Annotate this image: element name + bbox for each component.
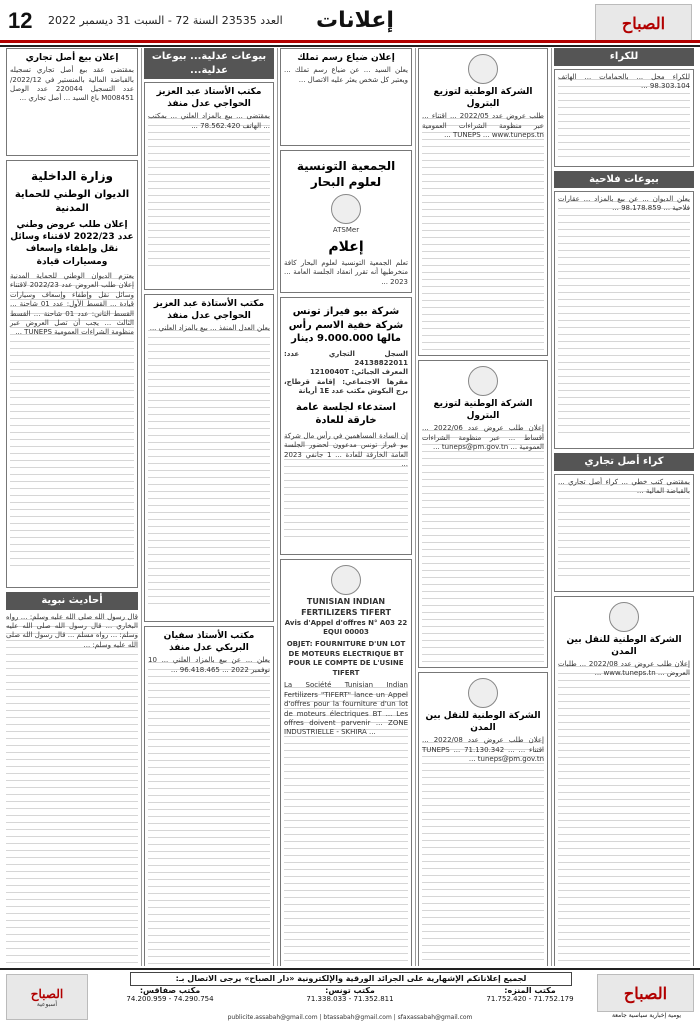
ad-transport-1 bbox=[418, 672, 548, 966]
ad-body: إعلان طلب عروض عدد 2022/06 ... أقساط ... عبر منظومة الشراءات العمومية ... tuneps@pm.gov.tn ... bbox=[422, 424, 544, 664]
tender-title: إعلان طلب عروض وطني عدد 2022/23 لاقتناء وسائل نقل وإطفاء وإسعاف ومسيارات قيادة bbox=[10, 220, 134, 267]
ministry-name: وزارة الداخلية bbox=[30, 169, 114, 183]
office-menzah: مكتب المنزه: 71.752.179 - 71.752.420 bbox=[486, 986, 574, 1003]
ad-body: إعلان طلب عروض عدد 2022/08 ... اقتناء ... TUNEPS ... 71.130.342 ... tuneps@pm.gov.tn ... bbox=[422, 736, 544, 966]
ad-body: يعلن الديوان ... عن بيع بالمزاد ... عقارات فلاحية ... 98.178.859 ... bbox=[558, 195, 690, 439]
ad-judicial-2 bbox=[144, 294, 274, 622]
rent-banner: للكراء bbox=[554, 48, 694, 66]
ad-agri-sales bbox=[554, 191, 694, 449]
society-acronym: ATSMer bbox=[332, 226, 360, 235]
ad-body: طلب عروض عدد 2022/05 ... اقتناء ... عبر منظومة الشراءات العمومية TUNEPS ... www.tuneps.tn ... bbox=[422, 112, 544, 352]
column-1 bbox=[6, 48, 138, 966]
meeting-title: استدعاء لجلسة عامة خارقة للعادة bbox=[296, 401, 396, 427]
newspaper-logo: الصباح bbox=[595, 4, 692, 42]
ad-title: إعلان ضياع رسم تملك bbox=[297, 53, 395, 63]
ad-title: الشركة الوطنية لتوزيع البترول bbox=[433, 87, 533, 110]
page-footer bbox=[0, 968, 700, 1027]
ad-office: مكتب الأستاذ سفيان البريكي عدل منفذ bbox=[163, 631, 255, 654]
ad-body: يعلن العدل المنفذ ... بيع بالمزاد العلني ... bbox=[148, 324, 270, 604]
company-tax-id: المعرف الجبائي: 1210040T bbox=[310, 368, 408, 377]
ad-office: مكتب الأستاذ عبد العزيز الحواجي عدل منفذ bbox=[156, 87, 262, 110]
tifert-object: OBJET: FOURNITURE D'UN LOT DE MOTEURS ELECTRIQUE BT POUR LE COMPTE DE L'USINE TIFERT bbox=[286, 640, 406, 677]
column-divider bbox=[551, 48, 552, 966]
ad-title: الشركة الوطنية لتوزيع البترول bbox=[433, 399, 533, 422]
ad-civil-protection-tender bbox=[6, 160, 138, 588]
company-logo-icon bbox=[468, 678, 498, 708]
company-logo-icon bbox=[468, 366, 498, 396]
society-name: الجمعية التونسية لعلوم البحار bbox=[296, 159, 396, 190]
judicial-sales-banner: بيوعات عدلية... بيوعات عدلية... bbox=[144, 48, 274, 79]
agency-name: الديوان الوطني للحماية المدنية bbox=[14, 189, 130, 214]
column-divider bbox=[415, 48, 416, 966]
notice-title: إعلام bbox=[328, 238, 364, 255]
tifert-body: La Société Tunisian Indian Fertilizers "TIFERT" lance un Appel d'offres pour la fourniture d'un lot de moteurs électriques BT ... Les offres doivent parvenir ... ZONE INDUSTRIELLE - SKHIRA ... bbox=[284, 681, 408, 966]
ad-lost-deed bbox=[280, 48, 412, 146]
ad-biofiraz bbox=[280, 297, 412, 555]
ad-body: للكراء محل ... بالحمامات ... الهاتف 98.303.104 ... bbox=[558, 73, 690, 157]
weekly-logo: الصباح أسبوعية bbox=[6, 974, 88, 1020]
tifert-subtitle: Avis d'Appel d'offres N° A03 22 EQUI 00003 bbox=[284, 618, 408, 637]
commerce-rent-banner: كراء أصل تجاري bbox=[554, 453, 694, 471]
header-rule bbox=[0, 40, 700, 43]
column-3 bbox=[280, 48, 412, 966]
office-tunis: مكتب تونس: 71.352.811 - 71.338.033 bbox=[306, 986, 394, 1003]
ad-body: يعلن ... عن بيع بالمزاد العلني ... 10 نوفمبر 2022 ... 96.418.465 ... bbox=[148, 656, 270, 966]
ad-office: مكتب الأستاذة عبد العزيز الحواجي عدل منفذ bbox=[153, 299, 265, 322]
ad-rent bbox=[554, 69, 694, 167]
company-title: شركة بيو فيراز تونس شركة خفية الاسم رأس مالها 9.000.000 دينار bbox=[288, 306, 404, 344]
tifert-logo-icon bbox=[331, 565, 361, 595]
column-divider bbox=[277, 48, 278, 966]
ad-petrol-1 bbox=[418, 48, 548, 356]
ad-body: إعلان طلب عروض عدد 2022/08 ... طلبات العروض ... www.tuneps.tn ... bbox=[558, 660, 690, 966]
issue-line: العدد 23535 السنة 72 - السبت 31 ديسمبر 2022 bbox=[48, 14, 283, 27]
section-title: إعلانات bbox=[316, 8, 394, 33]
ad-petrol-2 bbox=[418, 360, 548, 668]
ad-commerce-sale bbox=[6, 48, 138, 156]
ad-title: الشركة الوطنية للنقل بين المدن bbox=[425, 711, 541, 734]
tifert-title: TUNISIAN INDIAN FERTILIZERS TIFERT bbox=[301, 597, 391, 617]
ad-judicial-3 bbox=[144, 626, 274, 966]
ad-body: بمقتضى كتب خطي ... كراء أصل تجاري ... بالقباضة المالية ... bbox=[558, 478, 690, 582]
contact-banner: لجميع إعلاناتكم الإشهارية على الجرائد الورقية والإلكترونية «دار الصباح» يرجى الاتصال بـ: bbox=[130, 972, 572, 986]
ad-transport-2 bbox=[554, 596, 694, 967]
page-number: 12 bbox=[8, 8, 33, 33]
ad-commerce-rent bbox=[554, 474, 694, 592]
hadith-body: قال رسول الله صلى الله عليه وسلم: ... رواه البخاري ... قال رسول الله صلى الله عليه وسلم: ... رواه مسلم ... قال رسول الله صلى الله عليه وسلم: ... bbox=[6, 613, 138, 963]
meeting-body: إن السادة المساهمين في رأس مال شركة بيو فيراز تونس مدعوون لحضور الجلسة العامة الخارقة للعادة ... 1 جانفي 2023 ... bbox=[284, 432, 408, 542]
office-sfax: مكتب صفاقس: 74.290.754 - 74.200.959 bbox=[126, 986, 214, 1003]
ad-judicial-1 bbox=[144, 82, 274, 290]
ad-body: بمقتضى ... بيع بالمزاد العلني ... بمكتب ... الهاتف 78.562.420 ... bbox=[148, 112, 270, 272]
ad-marine-society bbox=[280, 150, 412, 293]
footer-logo-tagline: يومية إخبارية سياسية جامعة bbox=[611, 1012, 682, 1019]
company-logo-icon bbox=[609, 602, 639, 632]
footer-logo: الصباح bbox=[597, 974, 694, 1012]
company-logo-icon bbox=[468, 54, 498, 84]
column-divider bbox=[141, 48, 142, 966]
ad-title: إعلان بيع أصل تجاري bbox=[25, 53, 119, 63]
tender-body: يعتزم الديوان الوطني للحماية المدنية إعلان طلب العروض عدد 2022/23 لاقتناء وسائل نقل وإطفاء وإسعاف وسيارات قيادة ... القسط الأول: عدد 01 شاحنة ... القسط الثاني: عدد 01 شاحنة ... القسط الثالث ... يجب أن تصل العروض عبر منظومة الشراءات العمومية TUNEPS ... bbox=[10, 272, 134, 572]
ad-tifert bbox=[280, 559, 412, 966]
column-5 bbox=[554, 48, 694, 966]
ad-body: يعلن السيد ... عن ضياع رسم تملك ... ويعتبر كل شخص يعثر عليه الاتصال ... bbox=[284, 66, 408, 84]
column-4 bbox=[418, 48, 548, 966]
company-register: السجل التجاري عدد: 24138822011 bbox=[284, 349, 408, 367]
company-address: مقرها الاجتماعي: إقامة قرطاج، برج البكوش مكتب عدد 1E أريانة bbox=[284, 377, 408, 396]
notice-body: تعلم الجمعية التونسية لعلوم البحار كافة منخرطيها أنه تقرر انعقاد الجلسة العامة ... 2023 ... bbox=[284, 258, 408, 286]
ad-title: الشركة الوطنية للنقل بين المدن bbox=[566, 634, 682, 657]
society-logo-icon bbox=[331, 194, 361, 224]
agri-sales-banner: بيوعات فلاحية bbox=[554, 171, 694, 189]
page-header bbox=[0, 0, 700, 47]
footer-contacts: publicite.assabah@gmail.com | btassabah@gmail.com | sfaxassabah@gmail.com bbox=[227, 1014, 473, 1021]
column-2 bbox=[144, 48, 274, 966]
ad-body: بمقتضى عقد بيع أصل تجاري تسجيله بالقباضة المالية بالمنستير في 2022/12/ عدد التسجيل 220044 عدد الوصل M008451 باع السيد ... أصل تجاري ... bbox=[10, 66, 134, 103]
hadith-banner: أحاديث نبوية bbox=[6, 592, 138, 610]
